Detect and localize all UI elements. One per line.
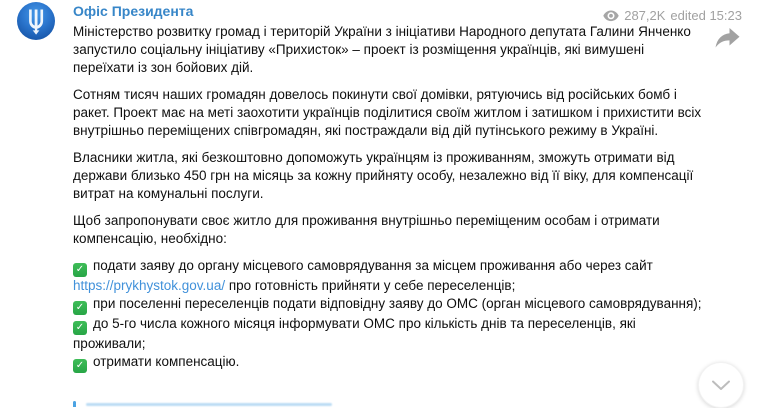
- message-paragraph: Щоб запропонувати своє житло для проживання внутрішньо переміщеним особам і отримати компенсацію, необхідно:: [73, 213, 660, 246]
- check-icon: ✓: [73, 359, 87, 373]
- message-paragraph: Сотням тисяч наших громадян довелось покинути свої домівки, рятуючись від російських бомб і ракет. Проект має на меті заохотити українців поділитися своїм житлом і затишком і прихистити всіх внутрішньо переміщених співгромадян, які постраждали від дій путінського режиму в Україні.: [73, 87, 702, 138]
- views-count: 287,2K: [624, 8, 666, 23]
- checklist-item: [73, 295, 704, 315]
- channel-avatar[interactable]: [17, 2, 55, 40]
- check-icon: ✓: [73, 263, 87, 277]
- message-paragraph: Міністерство розвитку громад і територій України з ініціативи Народного депутата Галини Янченко запустило соціальну ініціативу «Прихисток» – проект із розміщення українців, які вимушені переїхати із зон бойових дій.: [73, 24, 691, 75]
- message-meta: [603, 8, 742, 23]
- edited-timestamp: edited 15:23: [670, 8, 742, 23]
- checklist-text: отримати компенсацію.: [93, 354, 240, 369]
- check-icon: ✓: [73, 301, 87, 315]
- channel-name[interactable]: Офіс Президента: [73, 3, 194, 19]
- checklist-text: до 5-го числа кожного місяця інформувати ОМС про кількість днів та переселенців, які проживали;: [73, 316, 636, 351]
- prykhystok-link[interactable]: https://prykhystok.gov.ua/: [73, 278, 226, 293]
- message-paragraph: Власники житла, які безкоштовно допоможуть українцям із проживанням, зможуть отримати від держави близько 450 грн на місяць за кожну прийняту особу, незалежно від її віку, для компенсації витрат на комунальні послуги.: [73, 150, 694, 201]
- checklist-item: [73, 315, 704, 353]
- check-icon: ✓: [73, 321, 87, 335]
- checklist-item: [73, 353, 704, 373]
- checklist-text: про готовність прийняти у себе переселенців;: [225, 278, 516, 293]
- eye-icon: [603, 10, 619, 22]
- scroll-to-bottom-button[interactable]: [698, 362, 744, 408]
- message-body: [73, 23, 704, 373]
- chevron-down-icon: [711, 380, 731, 391]
- checklist-text: подати заяву до органу місцевого самоврядування за місцем проживання або через сайт: [93, 258, 653, 273]
- link-preview-blurred-title: [86, 403, 332, 406]
- checklist-item: [73, 257, 704, 295]
- ukraine-trident-icon: [26, 7, 47, 35]
- forward-arrow-icon: [715, 28, 740, 49]
- checklist-text: при поселенні переселенців подати відповідну заяву до ОМС (орган місцевого самоврядування);: [93, 296, 702, 311]
- link-preview-accent-bar: [73, 401, 76, 407]
- share-button[interactable]: [714, 26, 740, 50]
